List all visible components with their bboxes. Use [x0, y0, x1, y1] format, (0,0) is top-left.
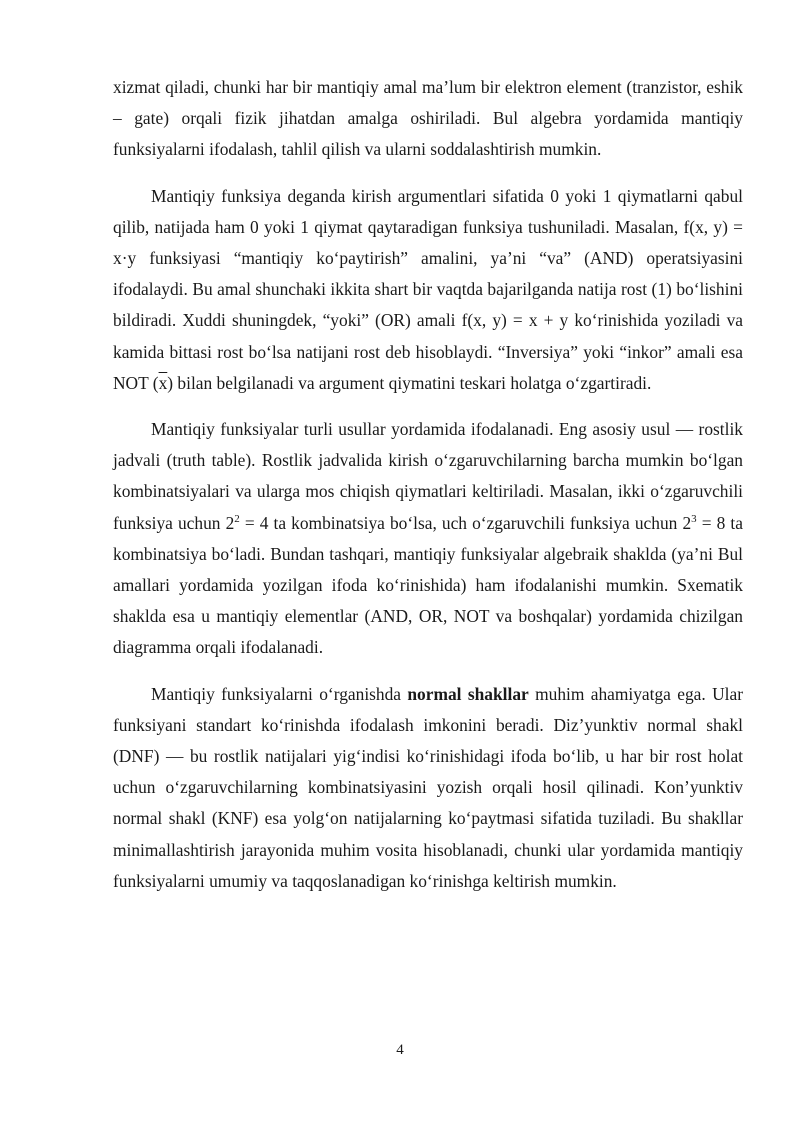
page-number: 4 [396, 1042, 404, 1058]
page-body [113, 72, 743, 912]
paragraph-3-text-a: Mantiqiy funksiyalar turli usullar yordamida ifodalanadi. Eng asosiy usul — rostlik jadvali (truth table). Rostlik jadvalida kirish o‘zgaruvchilarning barcha mumkin bo‘lgan kombinatsiyalari va ularga mos chiqish qiymatlari keltiriladi. Masalan, ikki o‘zgaruvchili funksiya uchun 2 [113, 419, 743, 533]
paragraph-2 [113, 181, 743, 399]
paragraph-3-text-c: = 8 ta kombinatsiya bo‘ladi. Bundan tashqari, mantiqiy funksiyalar algebraik shaklda (ya’ni Bul amallari yordamida yozilgan ifoda ko‘rinishida) ham ifodalanishi mumkin. Sxematik shaklda esa u mantiqiy elementlar (AND, OR, NOT va boshqalar) yordamida chizilgan diagramma orqali ifodalanadi. [113, 512, 743, 658]
normal-forms-term: normal shakllar [407, 683, 529, 704]
paragraph-3 [113, 414, 743, 664]
paragraph-4-text-b: muhim ahamiyatga ega. Ular funksiyani standart ko‘rinishda ifodalash imkonini beradi. Diz’yunktiv normal shakl (DNF) — bu rostlik natijalari yig‘indisi ko‘rinishidagi ifoda bo‘lib, u har bir rost holat uchun o‘zgaruvchilarning kombinatsiyasini yozish orqali hosil qilinadi. Kon’yunktiv normal shakl (KNF) esa yolg‘on natijalarning ko‘paytmasi sifatida tuziladi. Bu shakllar minimallashtirish jarayonida muhim vosita hisoblanadi, chunki ular yordamida mantiqiy funksiyalarni umumiy va taqqoslanadigan ko‘rinishga keltirish mumkin. [113, 683, 743, 891]
exponent-two: 2 [234, 512, 240, 525]
paragraph-2-text-b: ) bilan belgilanadi va argument qiymatini teskari holatga o‘zgartiradi. [167, 372, 652, 393]
exponent-three: 3 [691, 512, 697, 525]
paragraph-4-text-a: Mantiqiy funksiyalarni o‘rganishda [151, 683, 408, 704]
paragraph-1-text: xizmat qiladi, chunki har bir mantiqiy amal ma’lum bir elektron element (tranzistor, eshik – gate) orqali fizik jihatdan amalga oshiriladi. Bul algebra yordamida mantiqiy funksiyalarni ifodalash, tahlil qilish va ularni soddalashtirish mumkin. [113, 77, 743, 160]
paragraph-3-text-b: = 4 ta kombinatsiya bo‘lsa, uch o‘zgaruvchili funksiya uchun 2 [239, 512, 692, 533]
paragraph-4 [113, 679, 743, 897]
paragraph-1 [113, 72, 743, 166]
paragraph-2-text-a: Mantiqiy funksiya deganda kirish argumentlari sifatida 0 yoki 1 qiymatlarni qabul qilib, natijada ham 0 yoki 1 qiymat qaytaradigan funksiya tushuniladi. Masalan, f(x, y) = x·y funksiyasi “mantiqiy ko‘paytirish” amalini, ya’ni “va” (AND) operatsiyasini ifodalaydi. Bu amal shunchaki ikkita shart bir vaqtda bajarilganda natija rost (1) bo‘lishini bildiradi. Xuddi shuningdek, “yoki” (OR) amali f(x, y) = x + y ko‘rinishida yoziladi va kamida bittasi rost bo‘lsa natijani rost deb hisoblaydi. “Inversiya” yoki “inkor” amali esa NOT ( [113, 185, 743, 393]
inversion-symbol: $\overline{x}$ [158, 372, 168, 393]
